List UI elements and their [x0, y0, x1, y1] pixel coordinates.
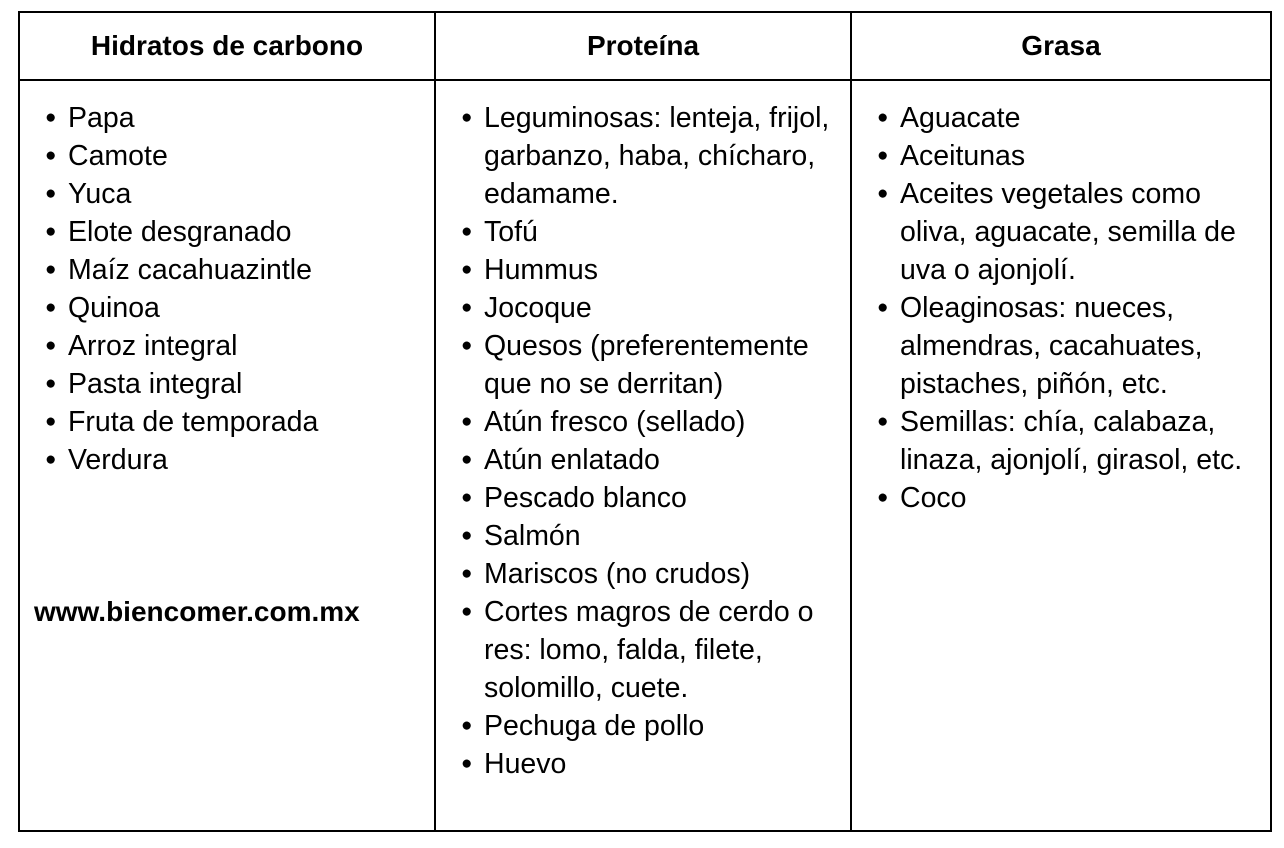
- list-item: ● Oleaginosas: nueces, almendras, cacahuates, pistaches, piñón, etc.: [900, 289, 1260, 403]
- carbs-cell: [19, 80, 435, 831]
- list-item: ● Maíz cacahuazintle: [68, 251, 424, 289]
- list-item: ● Arroz integral: [68, 327, 424, 365]
- list-item: ● Mariscos (no crudos): [484, 555, 840, 593]
- list-item: ● Jocoque: [484, 289, 840, 327]
- list-item: ● Papa: [68, 99, 424, 137]
- header-carbs: Hidratos de carbono: [19, 12, 435, 80]
- fat-list: [852, 99, 1260, 517]
- list-item: ● Hummus: [484, 251, 840, 289]
- list-item: ● Semillas: chía, calabaza, linaza, ajonjolí, girasol, etc.: [900, 403, 1260, 479]
- header-fat: Grasa: [851, 12, 1271, 80]
- list-item: ● Camote: [68, 137, 424, 175]
- list-item: ● Quesos (preferentemente que no se derritan): [484, 327, 840, 403]
- protein-list: [436, 99, 840, 783]
- list-item: ● Cortes magros de cerdo o res: lomo, falda, filete, solomillo, cuete.: [484, 593, 840, 707]
- website-text: www.biencomer.com.mx: [34, 596, 360, 627]
- header-row: [19, 12, 1271, 80]
- list-item: ● Elote desgranado: [68, 213, 424, 251]
- list-item: ● Huevo: [484, 745, 840, 783]
- list-item: ● Pescado blanco: [484, 479, 840, 517]
- list-item: ● Quinoa: [68, 289, 424, 327]
- food-groups-table: [18, 11, 1272, 832]
- list-item: ● Atún enlatado: [484, 441, 840, 479]
- list-item: ● Aceites vegetales como oliva, aguacate, semilla de uva o ajonjolí.: [900, 175, 1260, 289]
- header-protein: Proteína: [435, 12, 851, 80]
- list-item: ● Fruta de temporada: [68, 403, 424, 441]
- list-item: ● Pasta integral: [68, 365, 424, 403]
- list-item: ● Leguminosas: lenteja, frijol, garbanzo, haba, chícharo, edamame.: [484, 99, 840, 213]
- list-item: ● Verdura: [68, 441, 424, 479]
- content-row: [19, 80, 1271, 831]
- list-item: ● Atún fresco (sellado): [484, 403, 840, 441]
- carbs-list: [20, 99, 424, 479]
- fat-cell: [851, 80, 1271, 831]
- list-item: ● Tofú: [484, 213, 840, 251]
- protein-cell: [435, 80, 851, 831]
- list-item: ● Aceitunas: [900, 137, 1260, 175]
- list-item: ● Pechuga de pollo: [484, 707, 840, 745]
- list-item: ● Aguacate: [900, 99, 1260, 137]
- list-item: ● Yuca: [68, 175, 424, 213]
- list-item: ● Coco: [900, 479, 1260, 517]
- list-item: ● Salmón: [484, 517, 840, 555]
